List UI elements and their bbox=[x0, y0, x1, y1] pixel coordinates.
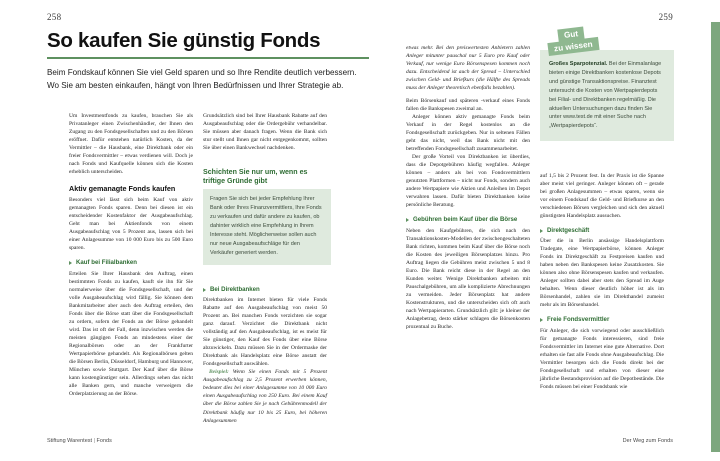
inset-title: Schichten Sie nur um, wenn es triftige Gründe gibt bbox=[203, 168, 308, 186]
chapter-edge-tab bbox=[711, 22, 720, 452]
folio-right: 259 bbox=[658, 12, 673, 22]
paragraph: Um Investmentfonds zu kaufen, brauchen Sie als Privatanleger einen Zwischenhändler, der Ihnen den Zugang zu den Fondsgesellschaften und zu den Börsen eröffnet. Dafür entstehen natürlich Kosten, da der Vermittler – die Hausbank, eine Direktbank oder ein freier Fondsvermittler – etwas verdienen will. Doch je nach Fonds und Kaufquelle können sich die Kosten erheblich unterscheiden. bbox=[69, 113, 193, 175]
text-column-3 bbox=[406, 44, 530, 331]
folio-left: 258 bbox=[47, 12, 62, 22]
paragraph: Beim Börsenkauf und späteren -verkauf eines Fonds fallen die Bankspesen zweimal an. bbox=[406, 98, 530, 113]
tag-line-2: zu wissen bbox=[547, 37, 599, 56]
page-title: So kaufen Sie günstig Fonds bbox=[47, 29, 321, 52]
text-column-2-lower bbox=[203, 286, 327, 425]
gut-zu-wissen-box bbox=[540, 30, 674, 141]
lead-paragraph: etwas mehr. Bei den preiswertesten Anbietern zahlen Anleger mitunter pauschal nur 5 Euro pro Kauf oder Verkauf, nur wenige Euro Börsenspesen kommen noch dazu. Entscheidend ist auch der Spread – Unterschied zwischen Geld- und Briefkurs (die Hälfte des Spreads muss der Anleger theoretisch ebenfalls bezahlen). bbox=[406, 45, 530, 92]
example-text: Wenn Sie einen Fonds mit 5 Prozent Ausgabeaufschlag zu 2,5 Prozent erwerben können, bedeutet dies bei einer Anlagesumme von 10 000 Euro einen Ausgabeaufschlag von 250 Euro. Bei einem Kauf über die Börse zahlen Sie je nach Gebührenmodell der Direktbank häufig nur 10 bis 25 Euro, bei höheren Anlagesummen bbox=[203, 369, 327, 424]
subheading: Aktiv gemanagte Fonds kaufen bbox=[69, 184, 176, 193]
gut-zu-wissen-lead: Großes Sparpotenzial. bbox=[549, 61, 608, 67]
gut-zu-wissen-body: Bei der Einmalanlage bieten einige Direktbanken kostenlose Depots und günstige Transaktionspreise. Finanztest untersucht die Kosten von Wertpapierdepots bei Filial- und Direktbanken regelmäßig. Die aktuellen Untersuchungen dazu finden Sie unter www.test.de mit einer Suche nach „Wertpapierdepots“. bbox=[549, 61, 662, 130]
footer-left bbox=[47, 438, 112, 444]
inset-body: Fragen Sie sich bei jeder Empfehlung Ihrer Bank oder Ihres Finanzvermittlers, Ihre Fonds zu verkaufen und dafür andere zu kaufen, ob dahinter wirklich eine Empfehlung in Ihrem Interesse steht. Möglicherweise sollen auch nur neue Ausgabeaufschläge für den Verkäufer generiert werden. bbox=[203, 189, 331, 264]
footer-separator: | bbox=[93, 438, 96, 444]
title-rule bbox=[47, 57, 369, 59]
headline-block bbox=[47, 30, 369, 92]
footer-right: Der Weg zum Fonds bbox=[622, 438, 673, 444]
example-paragraph bbox=[203, 368, 327, 424]
bullet-subheading: Bei Direktbanken bbox=[203, 286, 327, 294]
bullet-subheading: Direktgeschäft bbox=[540, 227, 664, 235]
paragraph: Erteilen Sie Ihrer Hausbank den Auftrag, einen bestimmten Fonds zu kaufen, kauft sie ihn für Sie normalerweise über die Fondsgesellschaft, und der volle Ausgabeaufschlag wird fällig. Sie können dem Bankmitarbeiter aber auch den Auftrag erteilen, den Fonds über die Börse statt über die Fondsgesellschaft zu ordern, sofern der Fonds an der Börse gehandelt wird. Das ist oft der Fall, denn inzwischen werden die meisten gängigen Fonds an mindestens einer der Regionalbörsen oder an der Frankfurter Wertpapierbörse gehandelt. Als Regionalbörsen gelten die Börsen Berlin, Düsseldorf, Hamburg und Hannover, München sowie Stuttgart. Der Kauf über die Börse kann kostengünstiger sein. Allerdings sehen das nicht alle Banken gern, und manche verweigern die Orderplatzierung an der Börse. bbox=[69, 270, 193, 397]
bullet-subheading: Freie Fondsvermittler bbox=[540, 316, 664, 324]
paragraph: Für Anleger, die sich vorwiegend oder ausschließlich für gemanagte Fonds interessieren, sind freie Fondsvermittler im Internet eine gute Alternative. Dort erhalten sie fast alle Fonds ohne Ausgabeaufschlag. Die Vermittler besorgen sich die Fonds direkt bei der Fondsgesellschaft und erhalten von dieser eine jährliche Bestandsprovision auf die Depotbestände. Die Fonds müssen bei einer Fondsbank wie bbox=[540, 327, 664, 390]
text-column-4 bbox=[540, 172, 664, 391]
paragraph: auf 1,5 bis 2 Prozent fest. In der Praxis ist die Spanne aber meist viel geringer. Anleger können oft – gerade bei großen Anlagesummen – etwas sparen, wenn sie vor einem Fondskauf die Geld- und Briefkurse an den verschiedenen Börsen vergleichen und sich den aktuell günstigsten Handelsplatz aussuchen. bbox=[540, 173, 664, 219]
text-column-1 bbox=[69, 112, 193, 398]
footer-brand: Stiftung Warentest bbox=[47, 438, 93, 444]
paragraph: Besonders viel lässt sich beim Kauf von aktiv gemanagten Fonds sparen. Denn bei diesen ist ein entscheidender Kostenfaktor der Ausgabeaufschlag. Geht man bei Aktienfonds von einem Ausgabeaufschlag von 5 Prozent aus, lassen sich bei einer Anlagesumme von 10 000 Euro bis zu 500 Euro sparen. bbox=[69, 197, 193, 252]
paragraph: Über die in Berlin ansässige Handelsplattform Tradegate, eine Wertpapierbörse, können Anleger Fonds im Direktgeschäft zu Festpreisen kaufen und haben neben den Bankspesen keine Zusatzkosten. Sie können also ohne Börsenspesen kaufen und verkaufen. Anleger sollten dabei aber stets den Spread im Auge behalten. Wenn dieser deutlich höher ist als im Börsenhandel, zahlen sie im Direkthandel zumeist mehr als im Börsenhandel. bbox=[540, 238, 664, 309]
footer-section: Fonds bbox=[96, 438, 112, 444]
text-column-2 bbox=[203, 112, 327, 152]
paragraph: Der große Vorteil von Direktbanken ist überdies, dass die Depotgebühren häufig wegfallen. Anleger können – anders als bei von Fondsvermittlern genutzten Plattformen – nicht nur Fonds, sondern auch andere Wertpapiere wie Aktien und Anleihen im Depot verwahren lassen. Dafür bieten Direktbanken keine persönliche Beratung. bbox=[406, 154, 530, 209]
standfirst: Beim Fondskauf können Sie viel Geld sparen und so Ihre Rendite deutlich verbessern. Wo Sie am besten einkaufen, hängt von Ihren Bedürfnissen und Ihrer Strategie ab. bbox=[47, 67, 357, 90]
bullet-subheading: Kauf bei Filialbanken bbox=[69, 259, 193, 267]
gut-zu-wissen-panel bbox=[540, 50, 674, 141]
paragraph: Anleger können aktiv gemanagte Fonds beim Verkauf in der Regel kostenlos an die Fondsgesellschaft zurückgeben. Nur in seltenen Fällen geht das nicht, weil das Bank nicht mit den betreffenden Fondsgesellschaft zusammenarbeitet. bbox=[406, 114, 530, 153]
bullet-subheading: Gebühren beim Kauf über die Börse bbox=[406, 216, 530, 224]
tag-line-1: Gut bbox=[557, 26, 585, 43]
gut-zu-wissen-tags bbox=[540, 30, 674, 56]
example-label: Beispiel: bbox=[209, 369, 229, 376]
inset-box-umschichten bbox=[203, 168, 331, 265]
paragraph: Direktbanken im Internet bieten für viele Fonds Rabatte auf den Ausgabeaufschlag von meist 50 Prozent an. Bei manchen Fonds verzichten sie sogar ganz darauf. Verzichtet die Direktbank nicht vollständig auf den Ausgabeaufschlag, ist es meist für Sie günstiger, den Kauf des Fonds über eine Börse abzuwickeln. Dazu müssen Sie in der Ordermaske der Direktbank als Handelsplatz eine Börse anstatt der Fondsgesellschaft auswählen. bbox=[203, 297, 327, 368]
paragraph: Grundsätzlich sind bei Ihrer Hausbank Rabatte auf den Ausgabeaufschlag oder die Ordergebühr verhandelbar. Sie müssen aber danach fragen. Wenn die Bank sich stur stellt und Ihnen gar nicht entgegenkommt, sollten Sie über einen Bankwechsel nachdenken. bbox=[203, 113, 327, 151]
paragraph: Neben den Kaufgebühren, die sich nach den Transaktionskosten-Modellen der zwischengeschalteten Bank richten, kommen beim Kauf über die Börse noch die Kosten des jeweiligen Börsenplatzes hinzu. Pro Auftrag liegen die Gebühren meist zwischen 5 und 8 Euro. Die Bank reicht diese in der Regel an den Kunden weiter. Wenige Direktbanken arbeiten mit Pauschalgebühren, um alle komplizierte Abrechnungen zu vermeiden. Jeder Börsenplatz hat andere Kostenstrukturen, und die unterscheiden sich oft auch nach Wertpapierarten. Grundsätzlich gilt: je kleiner der Anlagebetrag, desto stärker schlagen die Börsenkosten prozentual zu Buche. bbox=[406, 227, 530, 330]
